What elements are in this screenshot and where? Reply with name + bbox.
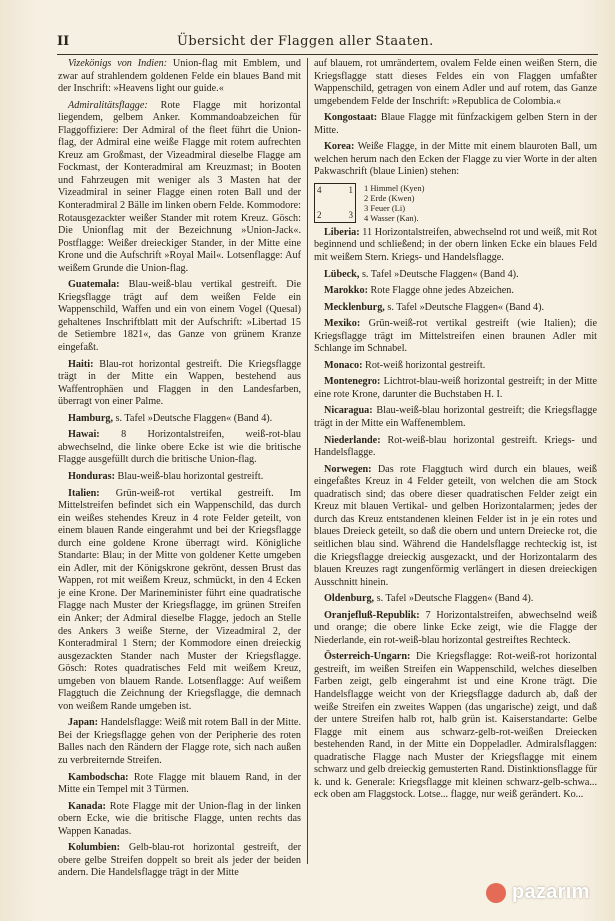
entry-heading: Kanada: [68,800,106,812]
entry-heading: Mexiko: [324,318,361,330]
korea-corner-number: 3 [348,209,353,220]
entry-text: Weiße Flagge, in der Mitte mit einem blauroten Ball, um welchen herum nach den Ecken der Flagge zu vier Worte in der alten Pakwaschrift (blaue Linien) stehen: [314,141,597,178]
entry-paragraph [58,413,301,426]
korea-corner-number: 2 [317,209,322,220]
entry-paragraph [314,593,597,606]
entry-paragraph [314,318,597,356]
entry-paragraph [314,302,597,315]
entry-text: Rot-weiß horizontal gestreift. [362,359,486,371]
entry-text: Rote Flagge mit blauem Rand, in der Mitte ein Tempel mit 3 Türmen. [58,771,301,796]
entry-text: Blaue Flagge mit fünfzackigem gelben Stern in der Mitte. [314,112,597,136]
entry-paragraph [314,112,597,137]
entry-heading: Niederlande: [324,434,381,446]
entry-text: Grün-weiß-rot vertikal gestreift (wie Italien); die Kriegsflagge trägt im Mittelstreifen einen braunen Adler mit Schlange im Schnabel. [314,318,597,355]
entry-text: auf blauem, rot umrändertem, ovalem Felde einen weißen Stern, die Kriegsflagge statt dieses Feldes ein von Flaggen umfaßter Wappenschild, getragen von einem Adler und auf rotem, das Ganze umgebendem Felde der Inschrift: »Republica de Colombia.« [314,58,597,107]
entry-paragraph [58,801,301,839]
entry-paragraph [58,58,301,96]
entry-heading: Hawai: [68,429,100,441]
entry-paragraph [314,376,597,401]
entry-paragraph [58,279,301,354]
entry-text: Blau-weiß-blau horizontal gestreift. [115,470,264,482]
entry-paragraph [314,360,597,373]
entry-text: s. Tafel »Deutsche Flaggen« (Band 4). [359,268,519,280]
entry-heading: Lübeck, [324,268,360,280]
entry-heading: Honduras: [68,470,115,482]
entry-heading: Liberia: [324,226,360,238]
korea-legend-item: 2 Erde (Kwen) [364,192,415,203]
korea-corner-number: 4 [317,184,322,195]
korea-legend-item: 4 Wasser (Kan). [364,212,419,223]
pazarim-logo-icon [486,883,506,903]
entry-paragraph [58,359,301,409]
entry-text: Blau-weiß-blau vertikal gestreift. Die Kriegsflagge trägt auf dem weißen Felde ein Wappenschild, Waffen und ein von einem Vogel (Quesal) gehaltenes Inschriftblatt mit der Aufschrift: »Libertad 15 de Setiembre 1821«, das Ganze von grünem Kranze eingefaßt. [58,279,301,354]
entry-paragraph [314,227,597,265]
entry-paragraph [58,471,301,484]
korea-square [314,183,356,223]
entry-heading: Nicaragua: [324,405,373,417]
entry-paragraph [314,141,597,179]
entry-heading: Haiti: [68,358,94,370]
pazarim-watermark [486,876,606,910]
page-number: II [57,34,70,49]
entry-heading: Oldenburg, [324,593,375,605]
korea-legend [364,183,424,223]
entry-heading: Kolumbien: [68,842,121,854]
entry-heading: Italien: [68,487,100,499]
right-text-column [314,58,597,866]
entry-text: 7 Horizontalstreifen, abwechselnd weiß und orange; die obere linke Ecke zeigt, wie die Flagge der Niederlande, ein rot-weiß-blau horizontal gestreiftes Rechteck. [314,609,597,646]
entry-text: 8 Horizontalstreifen, weiß-rot-blau abwechselnd, die linke obere Ecke ist wie die britische Flagge ausgefüllt durch die britische Union-flag. [58,429,301,466]
entry-heading: Kambodscha: [68,771,129,783]
entry-text: s. Tafel »Deutsche Flaggen« (Band 4). [384,301,545,313]
entry-heading: Admiralitätsflagge: [68,99,148,111]
entry-paragraph [58,100,301,276]
entry-heading: Monaco: [324,359,363,371]
entry-heading: Guatemala: [68,279,120,291]
entry-text: s. Tafel »Deutsche Flaggen« (Band 4). [113,412,273,424]
entry-heading: Mecklenburg, [324,301,385,313]
page-header [57,34,597,56]
entry-paragraph [58,842,301,880]
entry-text: Rot-weiß-blau horizontal gestreift. Kriegs- und Handelsflagge. [314,434,597,459]
entry-paragraph [314,610,597,648]
entry-paragraph [314,651,597,802]
entry-paragraph [314,269,597,282]
entry-heading: Japan: [68,717,99,729]
entry-text: 11 Horizontalstreifen, abwechselnd rot und weiß, mit Rot beginnend und schließend; in der obern linken Ecke ein blaues Feld mit weißem Stern. Kriegs- und Handelsflagge. [314,226,597,264]
entry-heading: Österreich-Ungarn: [324,651,411,663]
entry-paragraph [314,58,597,108]
entry-text: Gelb-blau-rot horizontal gestreift, der obere gelbe Streifen doppelt so breit als jeder der beiden andern. Die Handelsflagge trägt in der Mitte [58,842,301,879]
entry-heading: Marokko: [324,285,368,297]
entry-text: s. Tafel »Deutsche Flaggen« (Band 4). [374,593,534,605]
entry-heading: Montenegro: [324,376,381,388]
korea-legend-item: 3 Feuer (Li) [364,202,406,213]
entry-text: Rote Flagge mit horizontal liegendem, gelbem Anker. Kommandoabzeichen für Flaggoffiziere: Der Admiral of the fleet führt die Union-flag, der Admiral eine weiße Flagge mit rotem aufrechten Kreuz am Großmast, der Vizeadmiral dieselbe Flagge am Fockmast, der Konteradmiral am Kreuzmast; in Booten und Fahrzeugen mit weniger als 3 Masten hat der Vizeadmiral in seiner Flagge einen roten Ball und der Konteradmiral 2 Bälle im linken obern Felde. Kommodore: Rotausgezackter weißer Stander mit rotem Kreuz. Gösch: Die Unionflag mit der Bezeichnung »Union-Jack«. Postflagge: Weißer dreieckiger Stander, in der Mitte eine Krone und die Aufschrift »Royal Mail«. Lotsenflagge: Auf weißem Grunde die Union-flag. [58,99,301,274]
entry-heading: Vizekönigs von Indien: [68,58,168,69]
entry-text: Grün-weiß-rot vertikal gestreift. Im Mittelstreifen befindet sich ein Wappenschild, das durch ein weißes stehendes Kreuz in 4 rote Felder geteilt, von einem blauen Rande eingerahmt und bei der Kriegsflagge durch eine goldene Krone überragt wird. Königliche Standarte: Blau; in der Mitte von goldener Kette umgeben ein Adler, mit der Königskrone gekrönt, dessen Brust das Wappen, rot mit weißem Kreuz, schmückt, in den 4 Ecken je eine Krone. Der Marineminister führt eine quadratische Flagge nach Muster der Kriegsflagge, im grünen Streifen ein Anker; der Admiral dieselbe Flagge, jedoch an Stelle des Ankers 3 weiße Sterne, der Vizeadmiral 2, der Konteradmiral 1 Stern; der Kommodore einen dreieckig ausgezackten Stander nach Muster der Kriegsflagge. Gösch: Rotes quadratisches Feld mit weißem Kreuz, umgeben von blauem Rande. Lotsenflagge: Auf weißem Flaggtuch die Zeichnung der Kriegsflagge, die demnach von weißem Rande umgeben ist. [58,487,301,712]
entry-heading: Kongostaat: [324,112,378,124]
entry-text: Die Kriegsflagge: Rot-weiß-rot horizontal gestreift, im weißen Streifen ein Wappenschild, welches dieselben Farben zeigt, gelb eingerahmt ist und eine Krone trägt. Die Handelsflagge weicht von der Kriegsflagge dadurch ab, daß der weiße Streifen ein zweites Wappen (das ungarische) zeigt, und daß der untere Streifen halb rot, halb grün ist. Kaiserstandarte: Gelbe Flagge mit einem aus schwarz-gelb-rot-weißen Dreiecken bestehenden Rand, in der Mitte ein Doppeladler. Admiralsflaggen: quadratische Flagge nach Muster der Kriegsflagge mit einem schwarz und gelb dreieckig gemusterten Rand. Distinktionsflagge für k. und k. Generale: Kriegsflagge mit kleinen schwarz-gelb-schwa... eck oben am Flaggstock. Lotse... flagge, nur weiß gerändert. Ko... [314,651,597,801]
entry-paragraph [314,464,597,589]
korea-diagram [314,183,597,223]
entry-text: Das rote Flaggtuch wird durch ein blaues, weiß eingefaßtes Kreuz in 4 Felder geteilt, von welchen die am Stock quadratisch sind; das obere dieser quadratischen Felder zeigt ein Kreuz mit blauen Vertikal- und gelben Horizontalarmen; jedes der durch das Kreuz entstandenen kleinen Felder ist in je ein rotes und blaues Dreieck geteilt, so daß die obern und untern Dreiecke rot, die seitlichen blau sind. Während die Handelsflagge rechteckig ist, ist die Kriegsflagge dreieckig ausgezackt, und der Horizontalarm des blauen Kreuzes ragt zungenförmig verlängert in diesen dreieckigen Ausschnitt hinein. [314,463,597,588]
entry-paragraph [58,429,301,467]
entry-paragraph [314,285,597,298]
entry-text: Rote Flagge ohne jedes Abzeichen. [367,285,514,297]
left-text-column [58,58,301,879]
watermark-text: pazarım [512,881,590,903]
entry-paragraph [58,488,301,714]
entry-heading: Norwegen: [324,463,372,475]
korea-legend-item: 1 Himmel (Kyen) [364,182,425,193]
entry-heading: Hamburg, [68,412,113,424]
korea-corner-number: 1 [348,184,353,195]
entry-paragraph [314,405,597,430]
entry-text: Rote Flagge mit der Union-flag in der linken obern Ecke, wie die britische Flagge, unten rechts das Wappen Kanadas. [58,800,301,837]
entry-paragraph [58,717,301,767]
entry-heading: Korea: [324,141,355,153]
entry-text: Lichtrot-blau-weiß horizontal gestreift; in der Mitte eine rote Krone, darunter die Buchstaben H. I. [314,376,597,400]
entry-text: Union-flag mit Emblem, und zwar auf strahlendem goldenen Felde ein blaues Band mit der Inschrift: »Heavens light our guide.« [58,58,301,95]
entry-text: Blau-weiß-blau horizontal gestreift; die Kriegsflagge trägt in der Mitte ein Waffenemblem. [314,405,597,430]
entry-text: Handelsflagge: Weiß mit rotem Ball in der Mitte. Bei der Kriegsflagge gehen von der Peripherie des roten Balles nach den Rändern der Flagge rote, sich nach außen zu verbreiternde Streifen. [58,717,301,766]
entry-heading: Oranjefluß-Republik: [324,609,420,621]
entry-paragraph [58,772,301,797]
column-divider [307,58,308,864]
header-rule [57,54,598,55]
entry-paragraph [314,435,597,460]
entry-text: Blau-rot horizontal gestreift. Die Kriegsflagge trägt in der Mitte ein Wappen, bestehend aus Waffentrophäen und Flaggen in den Landesfarben, überragt von einer Palme. [58,358,301,408]
running-title: Übersicht der Flaggen aller Staaten. [177,34,434,49]
